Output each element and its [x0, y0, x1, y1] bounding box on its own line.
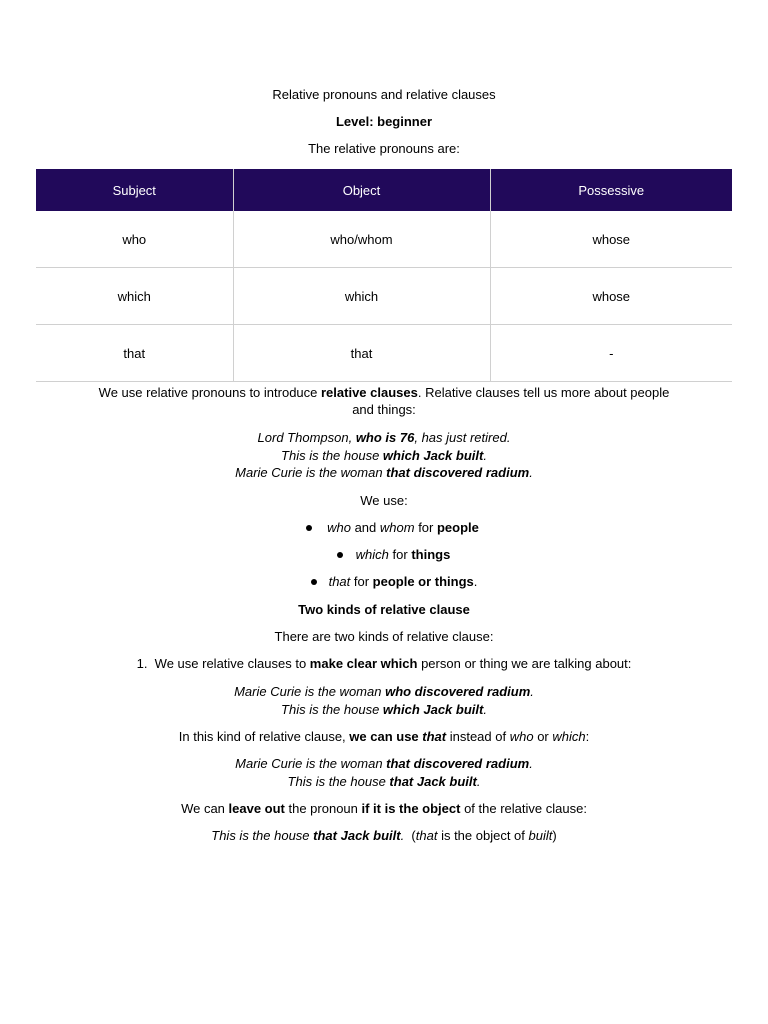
text-run: of the relative clause:: [460, 801, 587, 816]
text-run: that discovered radium: [386, 756, 530, 771]
text-run: we can use: [349, 729, 423, 744]
text-run: who is 76: [355, 430, 415, 445]
text-run: which Jack built: [382, 448, 484, 463]
example-sentence: [0, 429, 768, 447]
text-run: that discovered radium: [386, 465, 530, 480]
text-run: who: [327, 520, 351, 535]
table-header-row: [36, 169, 732, 211]
text-run: things: [411, 547, 451, 562]
text-run: Marie Curie is the woman: [235, 465, 387, 480]
text-run: which: [355, 547, 389, 562]
text-run: if it is the object: [361, 801, 461, 816]
text-run: This is the house: [281, 702, 383, 717]
text-run: Lord Thompson,: [257, 430, 356, 445]
text-run: for: [388, 547, 412, 562]
doc-level: Level: beginner: [335, 114, 433, 129]
text-run: who: [509, 729, 534, 744]
text-run: This is the house: [287, 774, 390, 789]
table-row: [36, 268, 732, 325]
text-run: In this kind of relative clause,: [178, 729, 350, 744]
example-sentence: [0, 683, 768, 701]
text-run: .: [529, 465, 533, 480]
table-cell: whose: [490, 211, 732, 268]
doc-title: Relative pronouns and relative clauses: [272, 87, 496, 102]
text-run: person or thing we are talking about:: [417, 656, 632, 671]
usage-paragraph-line: and things:: [352, 402, 416, 417]
text-run: whom: [379, 520, 415, 535]
text-run: that: [313, 828, 337, 843]
section-heading: Two kinds of relative clause: [298, 602, 470, 617]
text-run: and: [350, 520, 380, 535]
table-cell: that: [36, 325, 233, 382]
list-item: [0, 573, 768, 591]
text-run: .: [476, 774, 481, 789]
text-run: or: [533, 729, 553, 744]
text-run: Jack built: [337, 828, 401, 843]
table-cell: who: [36, 211, 233, 268]
list-number: 1.: [136, 656, 148, 671]
text-run: .: [483, 448, 487, 463]
table-header-cell: Object: [233, 169, 490, 211]
table-row: [36, 325, 732, 382]
text-run: for: [414, 520, 437, 535]
text-run: who discovered radium: [385, 684, 531, 699]
text-run: Marie Curie is the woman: [235, 756, 387, 771]
example-sentence: [0, 827, 768, 845]
table-cell: which: [36, 268, 233, 325]
doc-intro: The relative pronouns are:: [308, 141, 460, 156]
text-run: which: [552, 729, 586, 744]
text-run: leave out: [228, 801, 285, 816]
text-run: which Jack built: [382, 702, 484, 717]
text-run: .: [400, 828, 405, 843]
text-run: We use relative clauses to: [154, 656, 310, 671]
example-sentence: [0, 464, 768, 482]
text-run: .: [483, 702, 487, 717]
table-header-cell: Subject: [36, 169, 233, 211]
list-item: [0, 546, 768, 564]
numbered-item: [0, 655, 768, 673]
text-run: that: [415, 828, 438, 843]
kinds-paragraph: [0, 728, 768, 746]
table-cell: who/whom: [233, 211, 490, 268]
list-item: [0, 519, 768, 537]
example-sentence: [0, 773, 768, 791]
table-row: [36, 211, 732, 268]
text-run: people: [436, 520, 479, 535]
text-run: people or things: [372, 574, 474, 589]
example-sentence: [0, 447, 768, 465]
example-sentence: [0, 755, 768, 773]
text-run: Marie Curie is the woman: [234, 684, 386, 699]
text-run: ): [552, 828, 557, 843]
text-run: .: [530, 684, 534, 699]
text-run: that: [328, 574, 351, 589]
kinds-paragraph: [0, 800, 768, 818]
text-run: This is the house: [281, 448, 383, 463]
text-run: We can: [181, 801, 229, 816]
we-use-label: We use:: [360, 493, 408, 508]
text-run: . Relative clauses tell us more about people: [417, 385, 670, 400]
text-run: (: [404, 828, 416, 843]
text-run: the pronoun: [284, 801, 362, 816]
text-run: built: [528, 828, 553, 843]
kinds-intro: There are two kinds of relative clause:: [274, 629, 494, 644]
table-cell: -: [490, 325, 732, 382]
text-run: :: [585, 729, 590, 744]
table-cell: which: [233, 268, 490, 325]
table-header-cell: Possessive: [490, 169, 732, 211]
text-run: We use relative pronouns to introduce: [98, 385, 321, 400]
usage-paragraph-line: [0, 384, 768, 402]
text-run: relative clauses: [321, 385, 418, 400]
text-run: This is the house: [211, 828, 314, 843]
text-run: is the object of: [437, 828, 529, 843]
text-run: for: [350, 574, 373, 589]
table-cell: that: [233, 325, 490, 382]
table-cell: whose: [490, 268, 732, 325]
text-run: that Jack built: [389, 774, 477, 789]
text-run: .: [473, 574, 478, 589]
text-run: make clear which: [309, 656, 418, 671]
example-sentence: [0, 701, 768, 719]
text-run: instead of: [446, 729, 510, 744]
pronouns-table: [36, 169, 732, 382]
text-run: .: [529, 756, 533, 771]
text-run: , has just retired.: [414, 430, 511, 445]
text-run: that: [422, 729, 447, 744]
